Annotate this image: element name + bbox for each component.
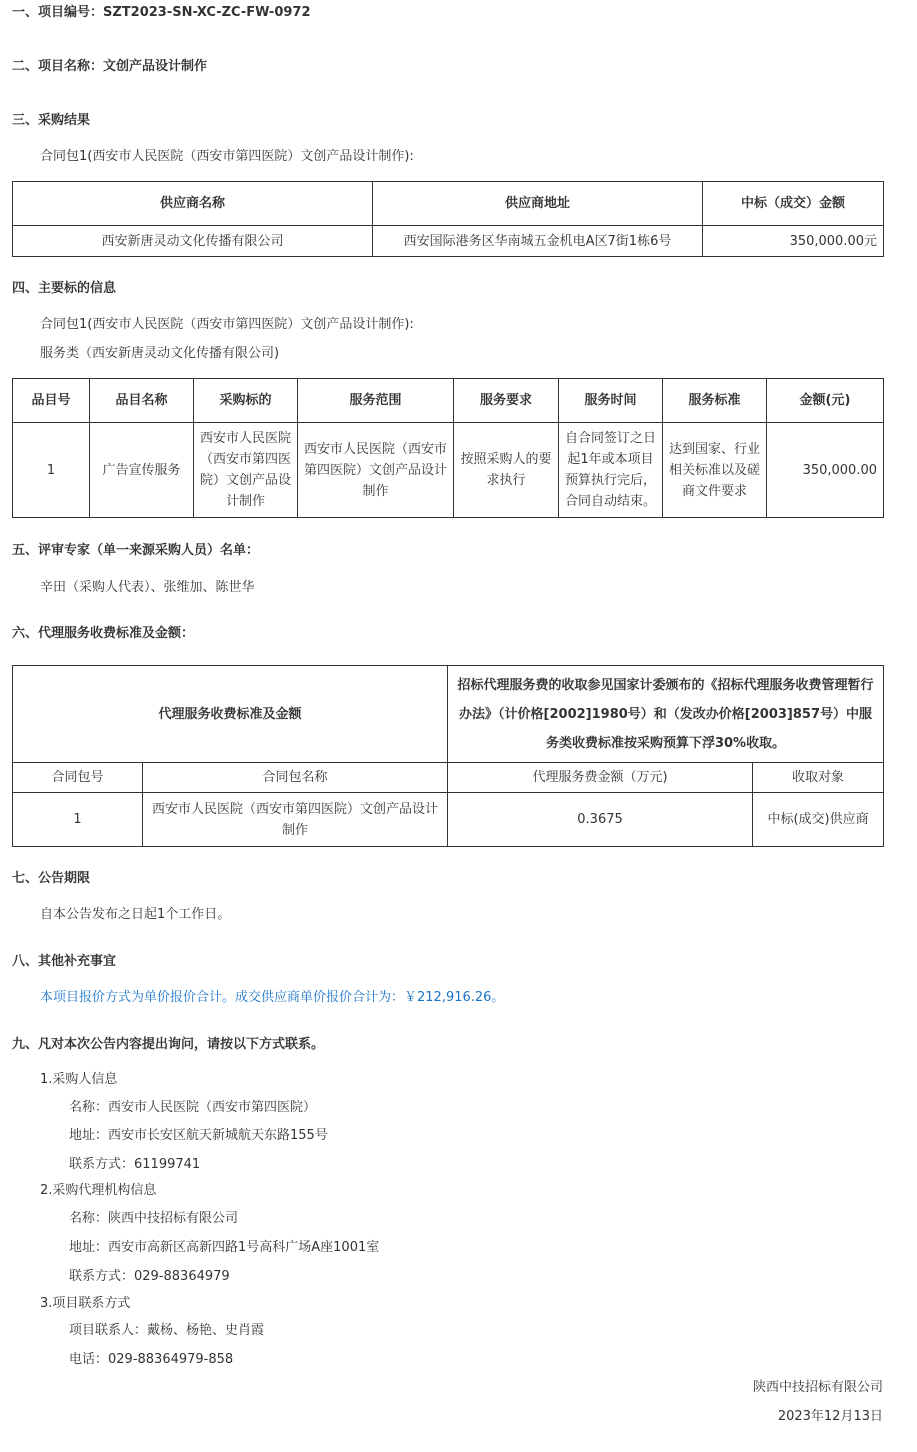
- section-other-matters: 八、其他补充事宜: [12, 954, 117, 969]
- other-matters-text: 本项目报价方式为单价报价合计。成交供应商单价报价合计为：￥212,916.26。: [40, 990, 505, 1005]
- table-header: 服务时间: [559, 379, 663, 423]
- footer-org: 陕西中技招标有限公司: [752, 1380, 883, 1395]
- result-table: [12, 181, 884, 257]
- table-row: [13, 226, 884, 257]
- project-contact-title: 3.项目联系方式: [40, 1296, 131, 1311]
- table-row: [13, 423, 884, 518]
- agency-address: 地址：西安市高新区高新四路1号高科广场A座1001室: [69, 1240, 380, 1255]
- table-header: 采购标的: [194, 379, 298, 423]
- table-header: 服务标准: [663, 379, 767, 423]
- section-contact: 九、凡对本次公告内容提出询问，请按以下方式联系。: [12, 1037, 325, 1052]
- purchaser-address: 地址：西安市长安区航天新城航天东路155号: [69, 1128, 328, 1143]
- items-table: [12, 378, 884, 518]
- section-main-items: 四、主要标的信息: [12, 281, 117, 296]
- contract-package-label: 合同包1(西安市人民医院（西安市第四医院）文创产品设计制作):: [40, 149, 414, 164]
- table-header: 合同包号: [13, 763, 143, 793]
- table-header: 服务范围: [298, 379, 454, 423]
- purchaser-name: 名称：西安市人民医院（西安市第四医院）: [69, 1100, 317, 1115]
- agency-info-title: 2.采购代理机构信息: [40, 1183, 157, 1198]
- table-header: 服务要求: [454, 379, 559, 423]
- item-requirement: 按照采购人的要求执行: [454, 423, 559, 518]
- table-header: 供应商名称: [13, 182, 373, 226]
- item-amount: 350,000.00: [767, 423, 884, 518]
- table-header: 中标（成交）金额: [703, 182, 884, 226]
- purchaser-info-title: 1.采购人信息: [40, 1072, 118, 1087]
- fee-amount: 0.3675: [448, 793, 753, 847]
- table-header: 供应商地址: [373, 182, 703, 226]
- table-header: 金额(元): [767, 379, 884, 423]
- item-target: 西安市人民医院（西安市第四医院）文创产品设计制作: [194, 423, 298, 518]
- item-scope: 西安市人民医院（西安市第四医院）文创产品设计制作: [298, 423, 454, 518]
- section-experts: 五、评审专家（单一来源采购人员）名单：: [12, 543, 260, 558]
- fee-table: [12, 665, 884, 847]
- fee-standard-text: 招标代理服务费的收取参见国家计委颁布的《招标代理服务收费管理暂行办法》（计价格[2002]1980号）和（发改办价格[2003]857号）中服务类收费标准按采购预算下浮30%收取。: [448, 666, 884, 763]
- item-standard: 达到国家、行业相关标准以及磋商文件要求: [663, 423, 767, 518]
- table-header: 品目号: [13, 379, 90, 423]
- fee-standard-label: 代理服务收费标准及金额: [13, 666, 448, 763]
- supplier-address: 西安国际港务区华南城五金机电A区7街1栋6号: [373, 226, 703, 257]
- item-no: 1: [13, 423, 90, 518]
- service-category: 服务类（西安新唐灵动文化传播有限公司): [40, 346, 280, 361]
- section-notice-period: 七、公告期限: [12, 871, 91, 886]
- table-header: 品目名称: [90, 379, 194, 423]
- table-row: [13, 793, 884, 847]
- project-contact-phone: 电话：029-88364979-858: [69, 1352, 234, 1367]
- project-name: 二、项目名称：文创产品设计制作: [12, 59, 208, 74]
- table-header: 代理服务费金额（万元): [448, 763, 753, 793]
- item-name: 广告宣传服务: [90, 423, 194, 518]
- section-agency-fee: 六、代理服务收费标准及金额：: [12, 626, 195, 641]
- agency-name: 名称：陕西中技招标有限公司: [69, 1211, 239, 1226]
- purchaser-phone: 联系方式：61199741: [69, 1157, 201, 1172]
- table-header: 收取对象: [753, 763, 884, 793]
- project-number: 一、项目编号：SZT2023-SN-XC-ZC-FW-0972: [12, 5, 311, 20]
- supplier-name: 西安新唐灵动文化传播有限公司: [13, 226, 373, 257]
- table-header: 合同包名称: [143, 763, 448, 793]
- fee-package-name: 西安市人民医院（西安市第四医院）文创产品设计制作: [143, 793, 448, 847]
- award-amount: 350,000.00元: [703, 226, 884, 257]
- footer-date: 2023年12月13日: [777, 1409, 883, 1424]
- agency-phone: 联系方式：029-88364979: [69, 1269, 230, 1284]
- item-time: 自合同签订之日起1年或本项目预算执行完后，合同自动结束。: [559, 423, 663, 518]
- fee-target: 中标(成交)供应商: [753, 793, 884, 847]
- fee-package-no: 1: [13, 793, 143, 847]
- notice-period-text: 自本公告发布之日起1个工作日。: [40, 907, 231, 922]
- section-procurement-result: 三、采购结果: [12, 113, 91, 128]
- project-contact-person: 项目联系人：戴杨、杨艳、史肖霞: [69, 1323, 265, 1338]
- expert-names: 辛田（采购人代表）、张维加、陈世华: [40, 580, 255, 595]
- contract-package-label: 合同包1(西安市人民医院（西安市第四医院）文创产品设计制作):: [40, 317, 414, 332]
